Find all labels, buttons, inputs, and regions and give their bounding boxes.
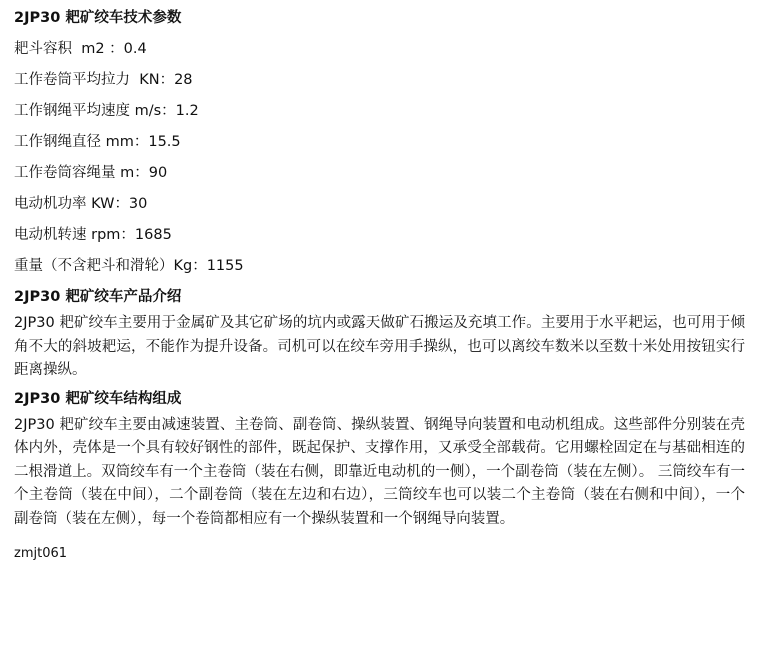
section-paragraph-structure: 2JP30 耙矿绞车主要由减速装置、主卷筒、副卷筒、操纵装置、钢绳导向装置和电动机组成。这些部件分别装在壳体内外，壳体是一个具有较好钢性的部件，既起保护、支撑作用，又承受全部载荷。它用螺栓固定在与基础相连的二根滑道上。双筒绞车有一个主卷筒（装在右侧，即靠近电动机的一侧），一个副卷筒（装在左侧）。 三筒绞车有一个主卷筒（装在中间），二个副卷筒（装在左边和右边），三筒绞车也可以装二个主卷筒（装在右侧和中间），一个副卷筒（装在左侧），每一个卷筒都相应有一个操纵装置和一个钢绳导向装置。 — [14, 416, 745, 527]
footer-code: zmjt061 — [14, 546, 68, 562]
section-paragraph-product-intro: 2JP30 耙矿绞车主要用于金属矿及其它矿场的坑内或露天做矿石搬运及充填工作。主要用于水平耙运，也可用于倾角不大的斜坡耙运，不能作为提升设备。司机可以在绞车旁用手操纵，也可以离绞车数米以至数十米处用按钮实行距离操纵。 — [14, 315, 745, 379]
spec-item-motor-speed: 电动机转速 rpm：1685 — [14, 227, 172, 244]
spec-item-average-rope-speed: 工作钢绳平均速度 m/s：1.2 — [14, 103, 199, 120]
spec-item-average-pull: 工作卷筒平均拉力 KN：28 — [14, 72, 193, 89]
section-title-structure: 2JP30 耙矿绞车结构组成 — [14, 390, 182, 407]
spec-item-rope-diameter: 工作钢绳直径 mm：15.5 — [14, 134, 181, 151]
spec-item-weight: 重量（不含耙斗和滑轮）Kg：1155 — [14, 258, 244, 275]
page-title: 2JP30 耙矿绞车技术参数 — [14, 10, 182, 26]
spec-item-rope-capacity: 工作卷筒容绳量 m：90 — [14, 165, 168, 182]
section-title-product-intro: 2JP30 耙矿绞车产品介绍 — [14, 289, 182, 306]
spec-item-motor-power: 电动机功率 KW：30 — [14, 196, 148, 213]
spec-item-bucket-volume: 耙斗容积 m2 ：0.4 — [14, 41, 147, 58]
